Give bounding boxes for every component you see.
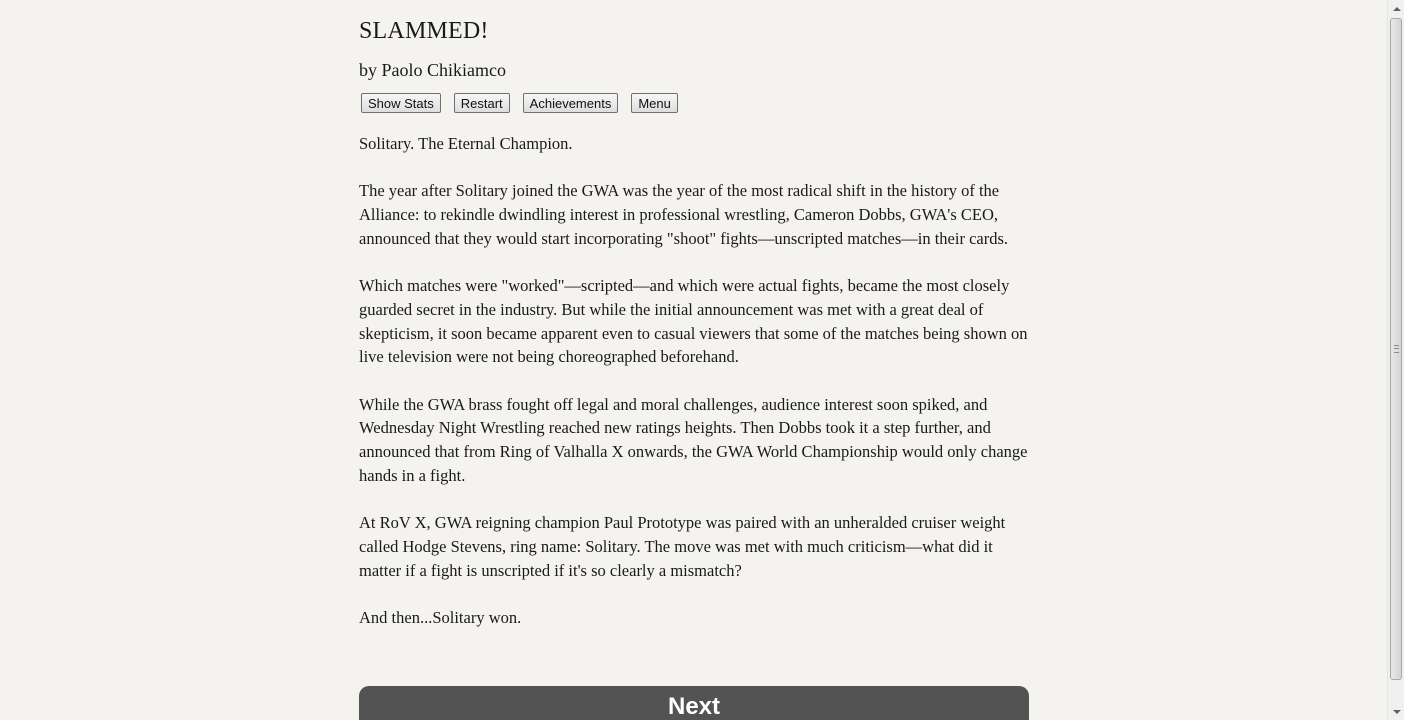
scroll-down-arrow-icon[interactable] [1388, 703, 1404, 720]
toolbar [359, 92, 1035, 114]
story-text [359, 132, 1035, 630]
scrollbar-grip-icon [1394, 345, 1399, 353]
story-paragraph: The year after Solitary joined the GWA was the year of the most radical shift in the history of the Alliance: to rekindle dwindling interest in professional wrestling, Cameron Dobbs, GWA's CEO, announced that they would start incorporating "shoot" fights—unscripted matches—in their cards. [359, 181, 1009, 248]
author-byline: by Paolo Chikiamco [359, 60, 506, 80]
story-paragraph: Which matches were "worked"—scripted—and which were actual fights, became the most closely guarded secret in the industry. But while the initial announcement was met with a great deal of skepticism, it soon became apparent even to casual viewers that some of the matches being shown on live television were not being choreographed beforehand. [359, 276, 1028, 367]
story-paragraph: While the GWA brass fought off legal and moral challenges, audience interest soon spiked, and Wednesday Night Wrestling reached new ratings heights. Then Dobbs took it a step further, and announced that from Ring of Valhalla X onwards, the GWA World Championship would only change hands in a fight. [359, 394, 1028, 485]
restart-button[interactable]: Restart [454, 93, 510, 113]
show-stats-button[interactable]: Show Stats [361, 93, 441, 113]
menu-button[interactable]: Menu [631, 93, 678, 113]
story-paragraph: Solitary. The Eternal Champion. [359, 134, 573, 153]
game-title: SLAMMED! [359, 18, 489, 44]
next-button[interactable]: Next [359, 686, 1029, 720]
scroll-up-arrow-icon[interactable] [1388, 0, 1404, 17]
achievements-button[interactable]: Achievements [523, 93, 619, 113]
story-paragraph: And then...Solitary won. [359, 607, 522, 627]
scrollbar-thumb[interactable] [1390, 18, 1402, 680]
vertical-scrollbar[interactable] [1387, 0, 1404, 720]
story-paragraph: At RoV X, GWA reigning champion Paul Prototype was paired with an unheralded cruiser weight called Hodge Stevens, ring name: Solitary. The move was met with much criticism—what did it matter if a fight is unscripted if it's so clearly a mismatch? [359, 513, 1006, 580]
main-content [359, 14, 1035, 653]
